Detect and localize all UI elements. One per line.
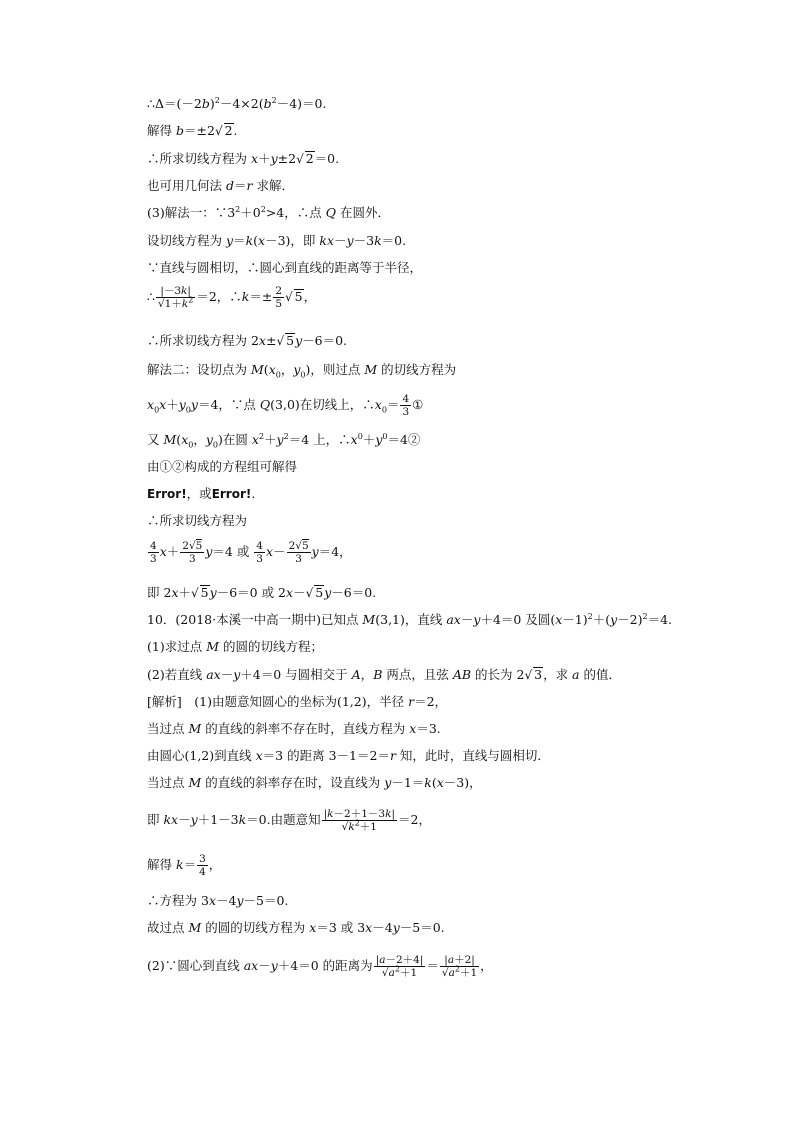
text-line-15: ∴所求切线方程为: [147, 513, 248, 528]
text-line-5: (3)解法一：$\because 3^2+0^2>4$，∴点 Q 在圆外．: [147, 204, 390, 220]
text-line-8: ∴ $\frac{|-3k|}{√1+k^2}$ ＝2，∴k＝± $\frac{2}{5}$ √ 5，: [147, 285, 317, 310]
text-line-22: 当过点 M 的直线的斜率不存在时，直线方程为 x＝3.: [147, 721, 441, 736]
text-line-3: ∴所求切线方程为 x＋y±2√ 2＝0.: [147, 151, 340, 166]
text-line-13: 由①②构成的方程组可解得: [147, 459, 298, 474]
text-line-21: [解析] (1)由题意知圆心的坐标为(1,2)，半径 r＝2，: [147, 694, 448, 709]
text-line-20: (2)若直线 ax－y＋4＝0 与圆相交于 A，B 两点，且弦 AB 的长为 2√ 3，求 a 的值．: [147, 667, 621, 682]
text-line-25: 即 kx－y＋1－3k＝0.由题意知 $\frac{|k-2+1-3k|}{√k^2+1}$ ＝2，: [147, 808, 431, 833]
text-line-9: ∴所求切线方程为 2x±√ 5y－6＝0.: [147, 333, 348, 348]
math-delta-eq: $\therefore\Delta=(-2b)^2-4\times 2(b^2-4)=0$.: [147, 95, 327, 111]
text-line-19: (1)求过点 M 的圆的切线方程；: [147, 639, 323, 654]
text-line-12: 又 $M(x_0$，$y_0$)在圆 $x^2+y^2=4$ 上，$\therefore x^0+y^0=4②$: [147, 431, 421, 450]
text-line-28: 故过点 M 的圆的切线方程为 x＝3 或 3x－4y－5＝0.: [147, 920, 445, 935]
text-line-17: 即 2x＋√ 5y－6＝0 或 2x－√ 5y－6＝0.: [147, 585, 377, 600]
text-line-14: Error!，或Error!.: [147, 486, 256, 501]
text-line-29: (2)∵圆心到直线 ax－y＋4＝0 的距离为 $\frac{|a-2+4|}{√a^2+1}$ ＝ $\frac{|a+2|}{√a^2+1}$ ，: [147, 954, 493, 979]
text-line-24: 当过点 M 的直线的斜率存在时，设直线为 y－1＝k(x－3)，: [147, 775, 482, 790]
text-line-4: 也可用几何法 d＝r 求解．: [147, 178, 294, 193]
text-line-1: [147, 96, 326, 112]
text-line-26: 解得 k＝ $\frac{3}{4}$ ，: [147, 853, 222, 878]
text-line-16: $\frac{4}{3}$ x＋ $\frac{2√5}{3}$ y＝4 或 $\frac{4}{3}$ x－ $\frac{2√5}{3}$ y＝4，: [150, 540, 352, 565]
text-line-6: 设切线方程为 y＝k(x－3)，即 kx－y－3k＝0.: [147, 233, 407, 248]
text-line-11: $x_0x+y_0y=4$，∵点 Q(3,0)在切线上，$\therefore x_0=$ $\frac{4}{3}$ ①: [147, 393, 424, 418]
text-line-18: 10．(2018·本溪一中高一期中)已知点 M(3,1)，直线 ax－y＋4＝0 及圆$(x-1)^2+(y-2)^2=4$.: [147, 611, 673, 627]
text-line-10: 解法二：设切点为 $M(x_0$，$y_0$)，则过点 M 的切线方程为: [147, 362, 457, 380]
text-line-2: 解得 b＝±2√ 2.: [147, 123, 238, 138]
text-line-7: ∵直线与圆相切，∴圆心到直线的距离等于半径，: [147, 260, 423, 275]
text-line-23: 由圆心(1,2)到直线 x＝3 的距离 3－1＝2＝r 知，此时，直线与圆相切．: [147, 748, 550, 763]
text-line-27: ∴方程为 3x－4y－5＝0.: [147, 893, 289, 908]
